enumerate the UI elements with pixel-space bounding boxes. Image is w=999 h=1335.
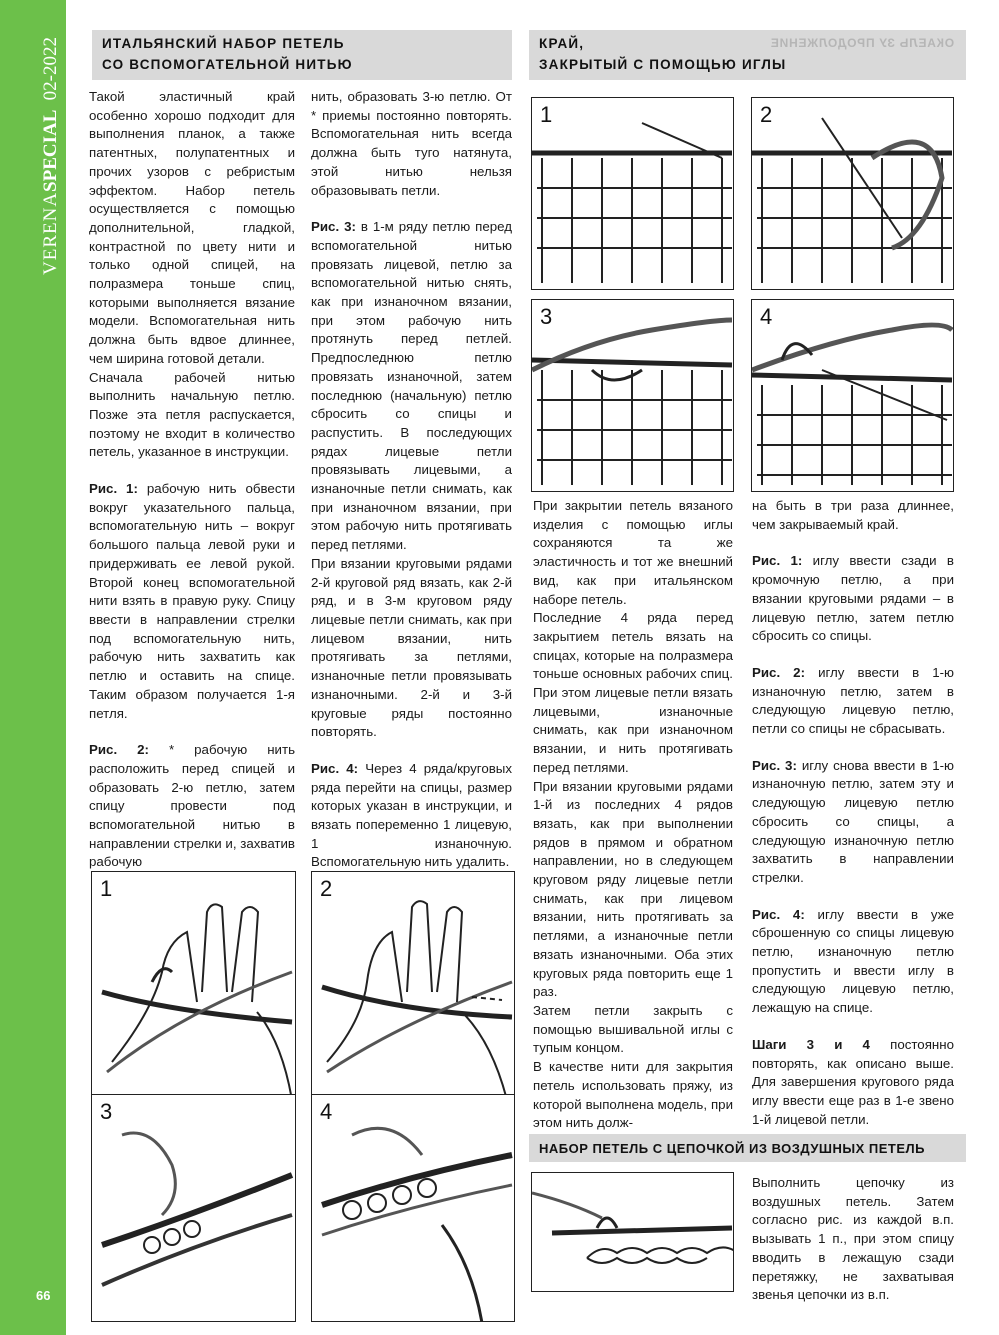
knit-fabric-illustration xyxy=(752,98,954,290)
paragraph xyxy=(311,760,512,872)
fig-label: Рис. 1: xyxy=(752,553,803,569)
fig-label: Рис. 3: xyxy=(752,757,797,773)
knit-fabric-illustration xyxy=(752,300,954,492)
title-line-1: КРАЙ, xyxy=(539,36,585,51)
paragraph-body: в 1-м ряду петлю перед вспомогательной нитью провязать лицевой, петлю за вспомогательной нитью снять, как при изнаночном вязании, при этом рабочую нить протянуть перед петлей. Предпоследнюю петлю провязать изнаночной, затем последнюю (начальную) петлю сбросить со спицы и распустить. В последующих рядах лицевые петли провязывать лицевыми, а изнаночные петли снимать, как при изнаночном вязании, при этом рабочую нить протягивать перед петлями. xyxy=(311,219,513,553)
paragraph-body: иглу ввести сзади в кромочную петлю, а при вязании круговыми рядами – в лицевую петлю, затем петлю сбросить со спицы. xyxy=(752,553,954,644)
figure-bind-off-2 xyxy=(751,97,954,290)
paragraph-body: рабочую нить обвести вокруг указательного пальца, вспомогательную нить – вокруг большого пальца левой руки и придерживать ее левой рукой. Второй конец вспомогательной нити взять в правую руку. Спицу ввести в направлении стрелки под вспомогательную нить, рабочую нить захватить как петлю и оставить на спице. Таким образом получается 1-я петля. xyxy=(89,481,295,721)
figure-number: 2 xyxy=(320,876,333,901)
figure-cast-on-1 xyxy=(91,871,296,1099)
title-line-1: ИТАЛЬЯНСКИЙ НАБОР ПЕТЕЛЬ xyxy=(102,36,345,51)
column-4-text xyxy=(752,497,954,1129)
issue-number: 02-2022 xyxy=(40,37,61,101)
needle-illustration xyxy=(312,1095,515,1322)
figure-cast-on-4 xyxy=(311,1094,515,1322)
paragraph: Выполнить цепочку из воздушных петель. Затем согласно рис. из каждой в.п. вызывать 1 п., при этом спицу вводить в лежащую сзади перетяжку, не захватывая звенья цепочки из в.п. xyxy=(752,1175,954,1303)
paragraph xyxy=(89,480,295,723)
fig-label: Рис. 4: xyxy=(311,760,359,776)
fig-label: Рис. 3: xyxy=(311,219,356,235)
section-title-italian-cast-on xyxy=(92,30,512,80)
paragraph-body: * рабочую нить расположить перед спицей и образовать 2-ю петлю, затем спицу провести под вспомогательной нитью в направлении стрелки и, захватив рабочую xyxy=(89,742,295,870)
paragraph-body: постоянно повторять, как описано выше. Для завершения кругового ряда иглу ввести еще раз в 1-е звено 1-й лицевой петли. xyxy=(752,1036,954,1127)
chain-illustration xyxy=(532,1173,734,1292)
paragraph: нить, образовать 3-ю петлю. От * приемы постоянно повторять. Вспомогательная нить всегда должна быть туго натянута, этой нитью нельзя образовывать петли. xyxy=(311,89,512,198)
paragraph-body: иглу снова ввести в 1-ю изнаночную петлю, затем эту и следующую лицевую петлю сбросить со спицы, а следующую изнаночную петлю захватить в направлении стрелки. xyxy=(752,757,954,885)
section-title-chain-cast-on xyxy=(529,1134,966,1162)
figure-number: 4 xyxy=(320,1099,333,1124)
paragraph: Такой эластичный край особенно хорошо подходит для выполнения планок, а также патентных, полупатентных и прочих узоров с ребристым эффектом. Набор петель осуществляется с помощью дополнительной, гладкой, контрастной по цвету нити и только одной спицей, на полразмера тоньше спиц, которыми выполняется вязание модели. Вспомогательная нить должна быть вдвое длиннее, чем ширина готовой детали. xyxy=(89,89,295,366)
column-3-text xyxy=(533,497,733,1133)
figure-number: 1 xyxy=(100,876,113,901)
paragraph: В качестве нити для закрытия петель использовать пряжу, из которой выполнена модель, при этом нить долж- xyxy=(533,1059,733,1131)
knit-fabric-illustration xyxy=(532,98,734,290)
paragraph-body: иглу ввести в уже сброшенную со спицы лицевую петлю, изнаночную петлю пропустить и ввести иглу в следующую лицевую петлю, лежащую на спице. xyxy=(752,906,954,1016)
fig-label: Шаги 3 и 4 xyxy=(752,1036,870,1052)
title-line-1: НАБОР ПЕТЕЛЬ С ЦЕПОЧКОЙ ИЗ ВОЗДУШНЫХ ПЕТЕЛЬ xyxy=(539,1141,925,1156)
title-line-2: ЗАКРЫТЫЙ С ПОМОЩЬЮ ИГЛЫ xyxy=(539,57,787,72)
page-number: 66 xyxy=(36,1288,51,1303)
paragraph: При вязании круговыми рядами 1-й из последних 4 рядов вязать, как при выполнении рядов в прямом и обратном направлении, но в следующем круговом ряду лицевые петли снимать, как при лицевом вязании, нить протягивать за петлями, а изнаночные петли вязать изнаночными. Оба этих круговых ряда повторить еще 1 раз. xyxy=(533,778,733,1000)
paragraph xyxy=(752,664,954,739)
fig-label: Рис. 4: xyxy=(752,906,805,922)
figure-chain-cast-on xyxy=(531,1172,734,1292)
column-1-text xyxy=(89,88,295,872)
figure-cast-on-2 xyxy=(311,871,515,1099)
paragraph xyxy=(752,552,954,646)
paragraph xyxy=(752,1036,954,1130)
figure-number: 1 xyxy=(540,102,553,127)
paragraph xyxy=(89,741,295,872)
title-line-2: СО ВСПОМОГАТЕЛЬНОЙ НИТЬЮ xyxy=(102,57,353,72)
figure-number: 2 xyxy=(760,102,773,127)
fig-label: Рис. 2: xyxy=(752,664,806,680)
paragraph: При закрытии петель вязаного изделия с помощью иглы сохраняются та же эластичность и тот же внешний вид, как при итальянском наборе петель. xyxy=(533,498,733,607)
mirror-bleed-text: ОКАЕЛЬ ЗУ ПРОДОЛЖЕНИЕ xyxy=(769,36,954,50)
paragraph-body: Через 4 ряда/круговых ряда перейти на спицы, размер которых указан в инструкции, и вязать попеременно 1 лицевую, 1 изнаночную. Вспомогательную нить удалить. xyxy=(311,760,513,870)
hand-illustration xyxy=(92,872,296,1099)
paragraph: Сначала рабочей нитью выполнить начальную петлю. Позже эта петля распускается, поэтому не входит в количество петель, указанное в инструкции. xyxy=(89,369,295,460)
knit-fabric-illustration xyxy=(532,300,734,492)
paragraph: на быть в три раза длиннее, чем закрываемый край. xyxy=(752,498,954,532)
bottom-text xyxy=(752,1174,954,1305)
brand-special: SPECIAL xyxy=(40,109,61,192)
fig-label: Рис. 1: xyxy=(89,481,138,497)
paragraph: Последние 4 ряда перед закрытием петель вязать на спицах, которые на полразмера тоньше основных рабочих спиц. При этом лицевые петли вязать лицевыми, изнаночные снимать, как при изнаночном вязании, и нить протягивать перед петлями. xyxy=(533,610,733,775)
figure-bind-off-3 xyxy=(531,299,734,492)
section-title-needle-bind-off xyxy=(529,30,966,80)
paragraph: При вязании круговыми рядами 2-й круговой ряд вязать, как 2-й ряд, и в 3-м круговом ряду лицевые петли снимать, как при лицевом вязании, нить протягивать за петлями, изнаночные петли провязывать изнаночными. 2-й и 3-й круговые ряды постоянно повторять. xyxy=(311,555,512,740)
paragraph xyxy=(752,757,954,888)
brand-verena: VERENA xyxy=(40,191,61,275)
fig-label: Рис. 2: xyxy=(89,742,149,758)
hand-illustration xyxy=(312,872,515,1099)
figure-number: 3 xyxy=(100,1099,113,1124)
figure-number: 4 xyxy=(760,304,773,329)
paragraph-body: иглу ввести в 1-ю изнаночную петлю, затем в следующую лицевую петлю, петли со спицы не сбрасывать. xyxy=(752,664,954,737)
figure-bind-off-4 xyxy=(751,299,954,492)
figure-number: 3 xyxy=(540,304,553,329)
figure-cast-on-3 xyxy=(91,1094,296,1322)
paragraph xyxy=(311,218,512,555)
paragraph: Затем петли закрыть с помощью вышивальной иглы с тупым концом. xyxy=(533,1002,733,1056)
paragraph xyxy=(752,906,954,1018)
needle-illustration xyxy=(92,1095,296,1322)
column-2-text xyxy=(311,88,512,872)
figure-bind-off-1 xyxy=(531,97,734,290)
